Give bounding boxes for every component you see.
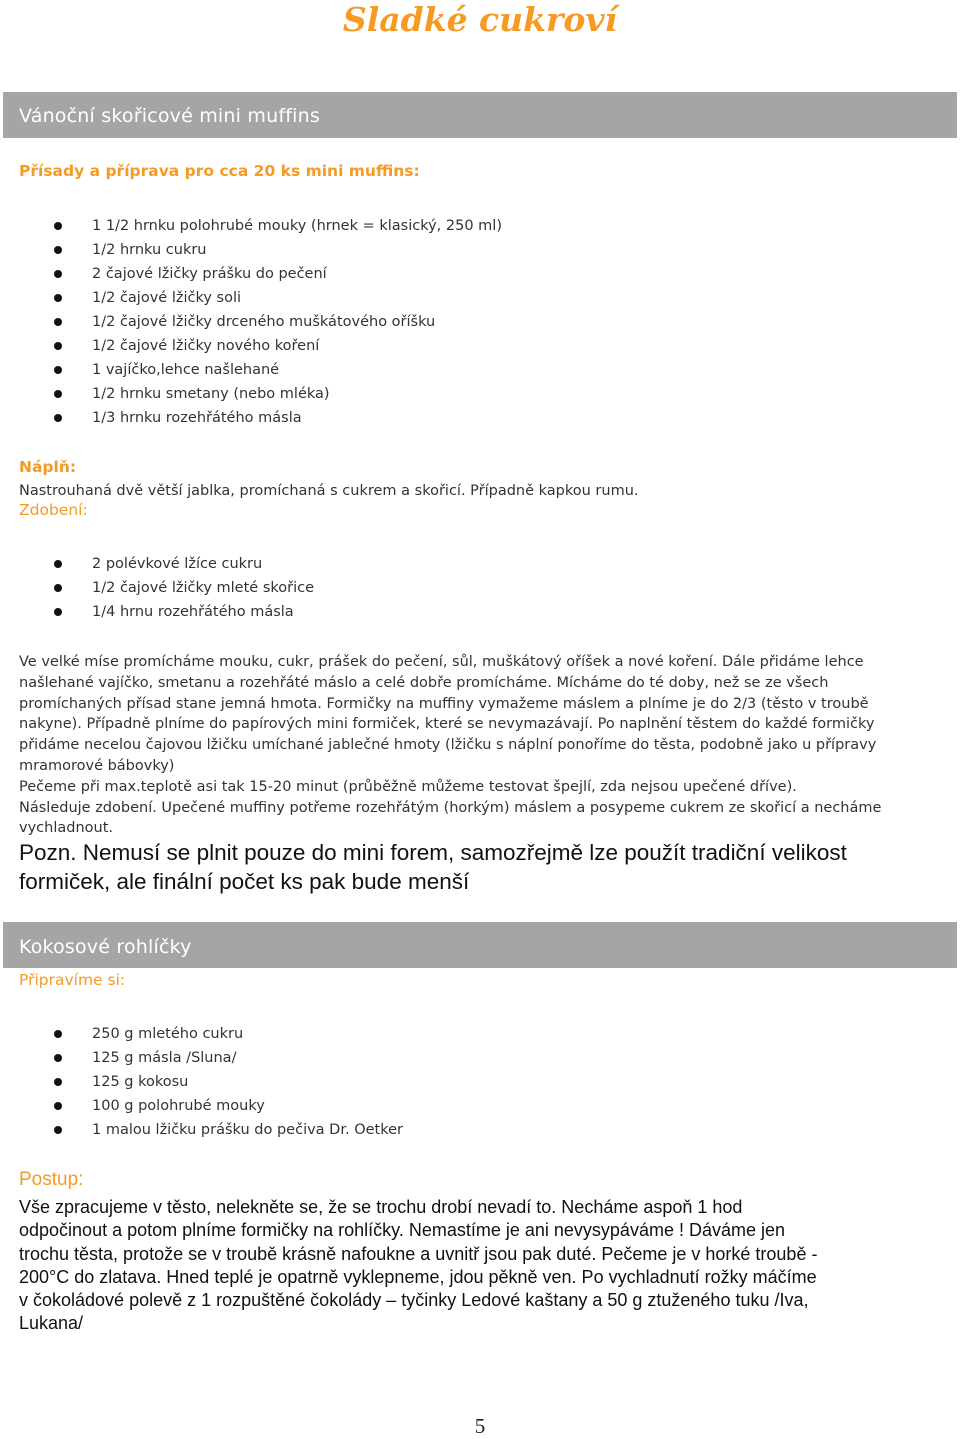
list-item: 125 g kokosu (0, 1070, 403, 1094)
note-line: formiček, ale finální počet ks pak bude menší (19, 869, 470, 894)
method-line: mramorové bábovky) (19, 757, 175, 774)
method-line: nakyne). Případně plníme do papírových mini formiček, které se nevymazávají. Po naplnění těstem do každé formičky (19, 716, 875, 733)
page-title: Sladké cukroví (342, 0, 618, 39)
bullet-icon (54, 1054, 62, 1062)
bullet-icon (54, 318, 62, 326)
list-item: 1 malou lžičku prášku do pečiva Dr. Oetker (0, 1118, 403, 1142)
list-item: 2 polévkové lžíce cukru (0, 552, 314, 576)
prepare-heading: Připravíme si: (19, 971, 126, 989)
list-item: 1/2 hrnku cukru (0, 238, 502, 262)
bullet-icon (54, 366, 62, 374)
method-line: promíchaných přísad stane jemná hmota. Formičky na muffiny vymažeme máslem a plníme je do 2/3 (těsto v troubě (19, 695, 869, 712)
method-line: trochu těsta, protože se v troubě krásně nafoukne a uvnitř jsou pak duté. Pečeme je v horké troubě - (19, 1243, 818, 1264)
bullet-icon (54, 342, 62, 350)
bullet-icon (54, 608, 62, 616)
bullet-icon (54, 294, 62, 302)
bullet-icon (54, 222, 62, 230)
decoration-heading: Zdobení: (19, 501, 88, 519)
list-item: 2 čajové lžičky prášku do pečení (0, 262, 502, 286)
bullet-icon (54, 560, 62, 568)
method-line: 200°C do zlatava. Hned teplé je opatrně vyklepneme, jdou pěkně ven. Po vychladnutí rožky máčíme (19, 1266, 817, 1287)
section-header-kokos: Kokosové rohlíčky (3, 922, 957, 968)
method-line: našlehané vajíčko, smetanu a rozehřáté máslo a celé dobře promícháme. Mícháme do té doby, než se ze všech (19, 674, 829, 691)
list-item: 250 g mletého cukru (0, 1022, 403, 1046)
muffins-method (19, 652, 944, 839)
decoration-list (0, 552, 314, 624)
method-line: vychladnout. (19, 820, 113, 837)
muffins-ingredient-list (0, 214, 502, 430)
kokos-method (19, 1196, 944, 1336)
muffins-note (19, 838, 944, 896)
method-line: v čokoládové polevě z 1 rozpuštěné čokolády – tyčinky Ledové kaštany a 50 g ztuženého tuku /Iva, (19, 1290, 809, 1311)
bullet-icon (54, 390, 62, 398)
ingredients-heading: Přísady a příprava pro cca 20 ks mini muffins: (19, 162, 420, 180)
bullet-icon (54, 584, 62, 592)
list-item: 1/2 čajové lžičky soli (0, 286, 502, 310)
list-item: 1/4 hrnu rozehřátého másla (0, 600, 314, 624)
bullet-icon (54, 270, 62, 278)
method-line: přidáme necelou čajovou lžičku umíchané jablečné hmoty (lžičku s náplní ponoříme do těsta, podobně jako u přípravy (19, 737, 877, 754)
method-line: odpočinout a potom plníme formičky na rohlíčky. Nemastíme je ani nevysypáváme ! Dáváme jen (19, 1220, 786, 1241)
method-line: Vše zpracujeme v těsto, nelekněte se, že se trochu drobí nevadí to. Necháme aspoň 1 hod (19, 1197, 743, 1217)
section-header-muffins: Vánoční skořicové mini muffins (3, 92, 957, 138)
bullet-icon (54, 1102, 62, 1110)
list-item: 125 g másla /Sluna/ (0, 1046, 403, 1070)
method-line: Ve velké míse promícháme mouku, cukr, prášek do pečení, sůl, muškátový oříšek a nové koření. Dále přidáme lehce (19, 654, 864, 670)
list-item: 1 vajíčko,lehce našlehané (0, 358, 502, 382)
bullet-icon (54, 246, 62, 254)
method-line: Lukana/ (19, 1313, 84, 1334)
page-number: 5 (474, 1414, 486, 1438)
list-item: 1/2 čajové lžičky nového koření (0, 334, 502, 358)
filling-text: Nastrouhaná dvě větší jablka, promíchaná s cukrem a skořicí. Případně kapkou rumu. (19, 483, 639, 499)
kokos-ingredient-list (0, 1022, 403, 1142)
list-item: 1/2 hrnku smetany (nebo mléka) (0, 382, 502, 406)
bullet-icon (54, 1126, 62, 1134)
filling-heading: Náplň: (19, 458, 77, 476)
list-item: 1/3 hrnku rozehřátého másla (0, 406, 502, 430)
list-item: 1/2 čajové lžičky mleté skořice (0, 576, 314, 600)
list-item: 100 g polohrubé mouky (0, 1094, 403, 1118)
list-item: 1/2 čajové lžičky drceného muškátového oříšku (0, 310, 502, 334)
method-heading: Postup: (19, 1169, 84, 1190)
note-line: Pozn. Nemusí se plnit pouze do mini forem, samozřejmě lze použít tradiční velikost (19, 840, 847, 865)
method-line: Následuje zdobení. Upečené muffiny potřeme rozehřátým (horkým) máslem a posypeme cukrem ze skořicí a necháme (19, 799, 882, 816)
bullet-icon (54, 1030, 62, 1038)
bullet-icon (54, 1078, 62, 1086)
list-item: 1 1/2 hrnku polohrubé mouky (hrnek = klasický, 250 ml) (0, 214, 502, 238)
bullet-icon (54, 414, 62, 422)
method-line: Pečeme při max.teplotě asi tak 15-20 minut (průběžně můžeme testovat špejlí, zda nejsou upečené dříve). (19, 778, 797, 795)
